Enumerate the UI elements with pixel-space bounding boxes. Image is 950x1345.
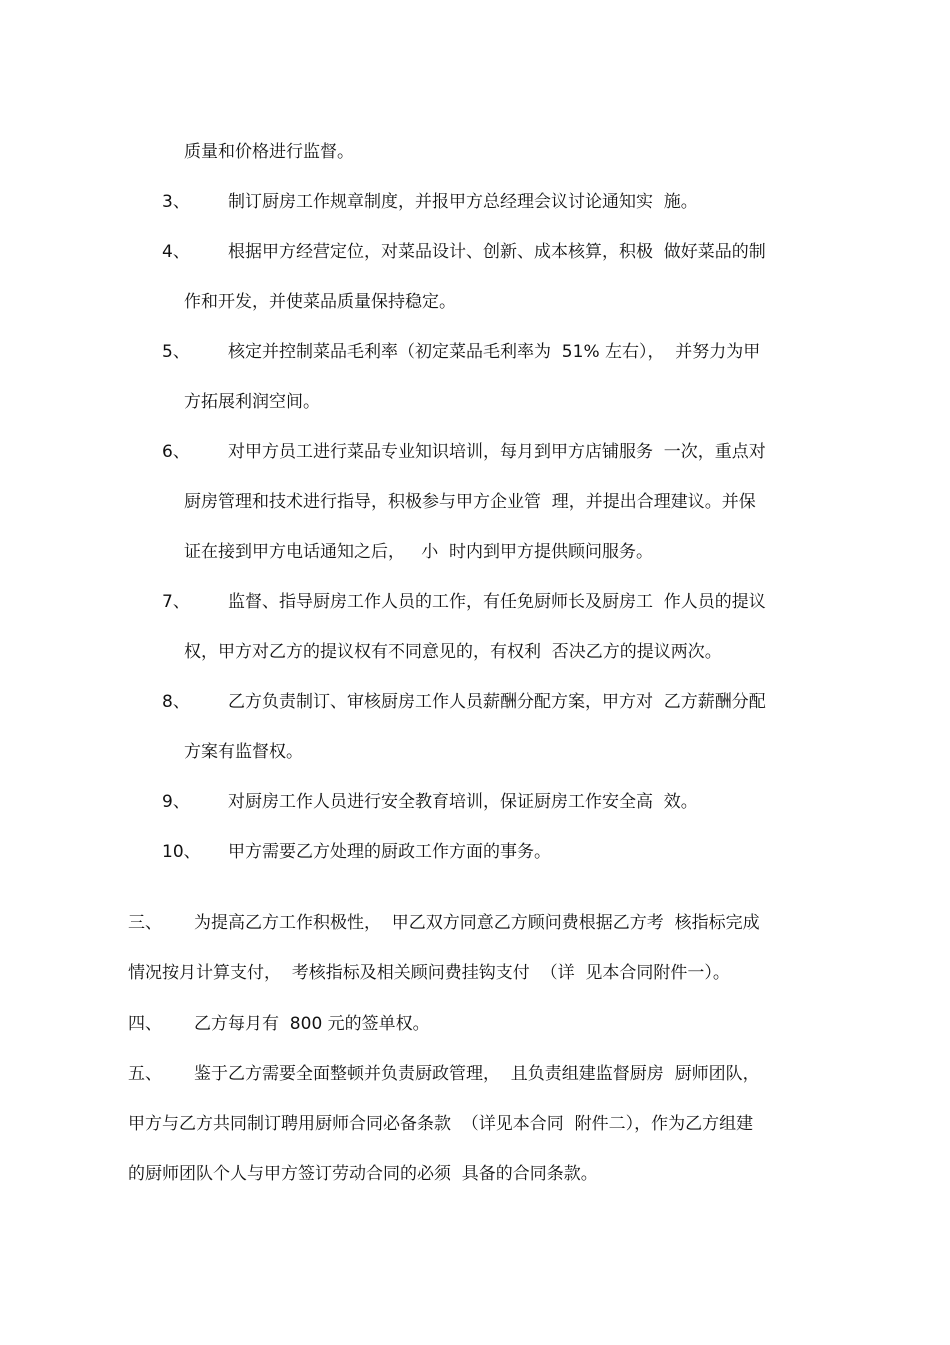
- item-number-6: 6、: [162, 442, 190, 462]
- section-5-line-1: 鉴于乙方需要全面整顿并负责厨政管理， 且负责组建监督厨房 厨师团队，: [194, 1064, 760, 1084]
- item-number-10: 10、: [162, 842, 201, 862]
- item-5-line-2: 方拓展利润空间。: [184, 392, 320, 412]
- item-number-8: 8、: [162, 692, 190, 712]
- item-10-line-1: 甲方需要乙方处理的厨政工作方面的事务。: [228, 842, 551, 862]
- item-6-line-2: 厨房管理和技术进行指导，积极参与甲方企业管 理，并提出合理建议。并保: [184, 492, 756, 512]
- continuation-text: 质量和价格进行监督。: [184, 142, 354, 162]
- item-number-9: 9、: [162, 792, 190, 812]
- item-number-4: 4、: [162, 242, 190, 262]
- item-7-line-2: 权，甲方对乙方的提议权有不同意见的，有权利 否决乙方的提议两次。: [184, 642, 722, 662]
- section-3-line-1: 为提高乙方工作积极性， 甲乙双方同意乙方顾问费根据乙方考 核指标完成: [194, 913, 760, 933]
- section-number-4: 四、: [128, 1014, 162, 1034]
- item-3-line-1: 制订厨房工作规章制度，并报甲方总经理会议讨论通知实 施。: [228, 192, 698, 212]
- item-6-line-3: 证在接到甲方电话通知之后， 小 时内到甲方提供顾问服务。: [184, 542, 654, 562]
- item-7-line-1: 监督、指导厨房工作人员的工作，有任免厨师长及厨房工 作人员的提议: [228, 592, 766, 612]
- section-number-5: 五、: [128, 1064, 162, 1084]
- item-9-line-1: 对厨房工作人员进行安全教育培训，保证厨房工作安全高 效。: [228, 792, 698, 812]
- item-4-line-2: 作和开发，并使菜品质量保持稳定。: [184, 292, 456, 312]
- item-5-line-1: 核定并控制菜品毛利率（初定菜品毛利率为 51% 左右）， 并努力为甲: [228, 342, 761, 362]
- item-8-line-1: 乙方负责制订、审核厨房工作人员薪酬分配方案，甲方对 乙方薪酬分配: [228, 692, 766, 712]
- item-number-7: 7、: [162, 592, 190, 612]
- section-number-3: 三、: [128, 913, 162, 933]
- item-4-line-1: 根据甲方经营定位，对菜品设计、创新、成本核算，积极 做好菜品的制: [228, 242, 766, 262]
- section-4-line-1: 乙方每月有 800 元的签单权。: [194, 1014, 430, 1034]
- section-3-line-2: 情况按月计算支付， 考核指标及相关顾问费挂钩支付 （详 见本合同附件一）。: [128, 963, 730, 983]
- item-number-3: 3、: [162, 192, 190, 212]
- item-number-5: 5、: [162, 342, 190, 362]
- section-5-line-3: 的厨师团队个人与甲方签订劳动合同的必须 具备的合同条款。: [128, 1164, 598, 1184]
- item-6-line-1: 对甲方员工进行菜品专业知识培训，每月到甲方店铺服务 一次，重点对: [228, 442, 766, 462]
- item-8-line-2: 方案有监督权。: [184, 742, 303, 762]
- section-5-line-2: 甲方与乙方共同制订聘用厨师合同必备条款 （详见本合同 附件二），作为乙方组建: [128, 1114, 754, 1134]
